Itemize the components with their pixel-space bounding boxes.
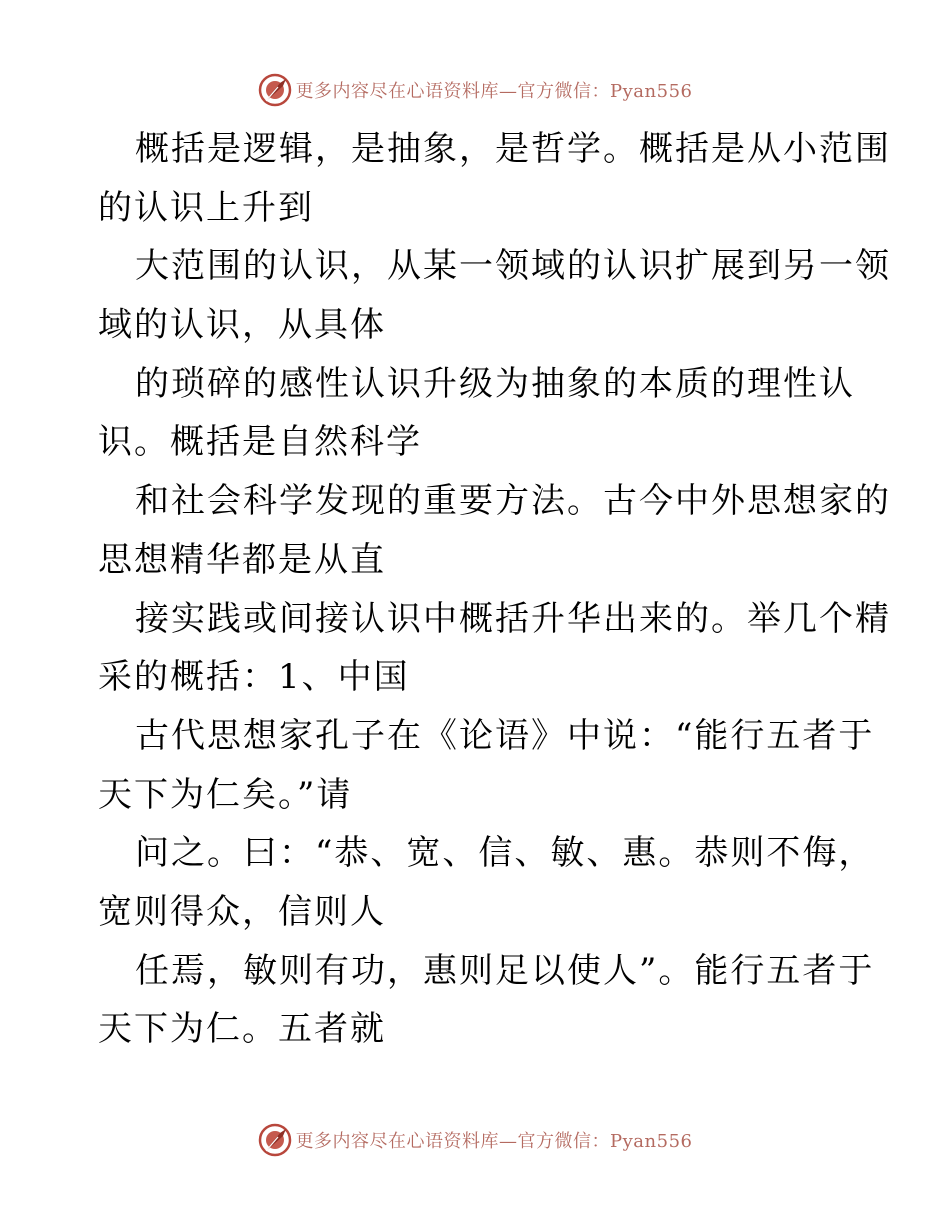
paragraph-line: 古代思想家孔子在《论语》中说：“能行五者于: [135, 715, 875, 756]
paragraph: [98, 237, 891, 354]
paragraph-line: 接实践或间接认识中概括升华出来的。举几个精: [135, 598, 891, 639]
footer-banner: [0, 1122, 950, 1158]
paragraph-line: 问之。曰：“恭、宽、信、敏、惠。恭则不侮，: [135, 833, 875, 874]
paragraph: [98, 590, 891, 707]
paragraph-line: 和社会科学发现的重要方法。古今中外思想家的: [135, 481, 891, 522]
paragraph: [98, 472, 891, 589]
paragraph-line: 宽则得众，信则人: [98, 891, 386, 932]
paragraph: [98, 120, 891, 237]
paragraph-line: 思想精华都是从直: [98, 539, 386, 580]
quill-pen-logo-icon: [258, 73, 292, 107]
paragraph: [98, 355, 858, 472]
footer-banner-text: 更多内容尽在心语资料库—官方微信：Pyan556: [295, 1131, 693, 1152]
header-banner-text: 更多内容尽在心语资料库—官方微信：Pyan556: [295, 81, 693, 102]
paragraph-line: 的认识上升到: [98, 187, 314, 228]
quill-pen-logo-icon: [258, 1123, 292, 1157]
paragraph: [98, 942, 875, 1059]
paragraph-line: 域的认识，从具体: [98, 305, 386, 346]
paragraph-line: 任焉，敏则有功，惠则足以使人”。能行五者于: [135, 950, 875, 991]
paragraph: [98, 824, 875, 941]
paragraph-line: 天下为仁矣。”请: [98, 774, 353, 815]
paragraph-line: 概括是逻辑，是抽象，是哲学。概括是从小范围: [135, 129, 891, 169]
paragraph-line: 大范围的认识，从某一领域的认识扩展到另一领: [135, 246, 891, 287]
paragraph-line: 识。概括是自然科学: [98, 422, 422, 463]
header-banner-inner: [258, 73, 693, 107]
paragraph-line: 的琐碎的感性认识升级为抽象的本质的理性认: [135, 363, 855, 404]
paragraph: [98, 707, 875, 824]
paragraph-line: 天下为仁。五者就: [98, 1009, 386, 1050]
footer-banner-inner: [258, 1123, 693, 1157]
header-banner: [0, 72, 950, 108]
document-body: [98, 120, 891, 1059]
paragraph-line: 采的概括：1、中国: [98, 657, 410, 698]
